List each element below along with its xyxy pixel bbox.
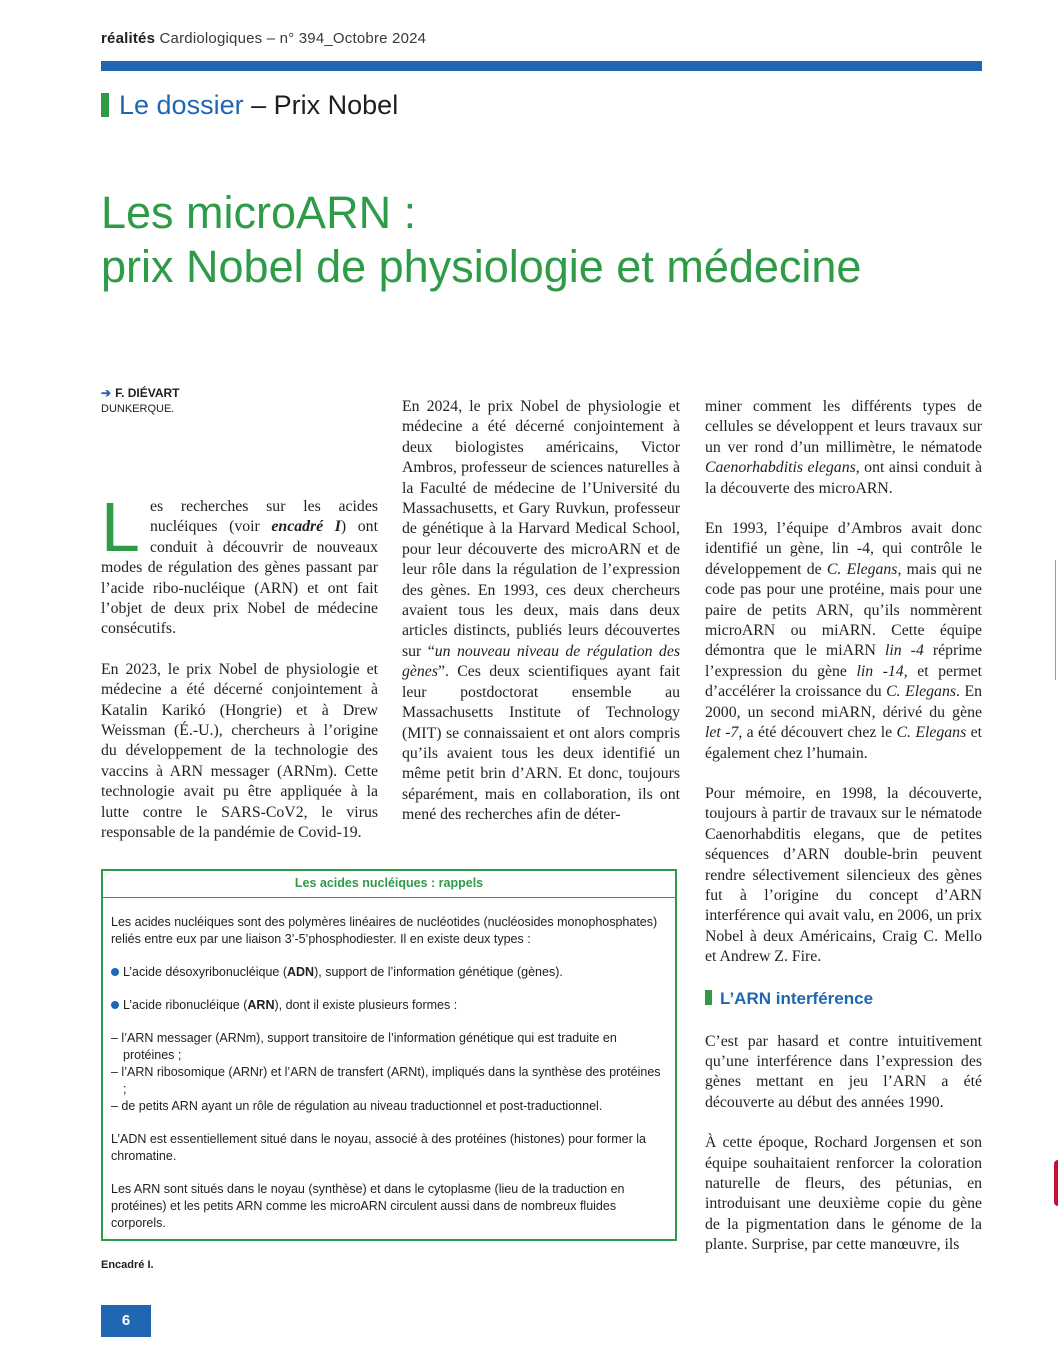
header-rule <box>101 61 982 71</box>
paragraph: En 2023, le prix Nobel de physiologie et médecine a été décerné conjointement à Katalin Karikó (Hongrie) et à Drew Weissman (É.-U.), chercheurs à l’origine du développement de la technologie des vaccins à ARN messager (ARNm). Cette technologie avait pu être appliquée à la lutte contre le SARS-CoV2, le virus responsable de la pandémie de Covid-19. <box>101 660 378 842</box>
drop-cap: L <box>101 488 140 566</box>
author-name: F. DIÉVART <box>115 386 180 400</box>
info-box <box>101 869 677 1241</box>
page-edge-tab <box>1054 1160 1058 1206</box>
section-topic: Prix Nobel <box>273 90 399 120</box>
journal-header <box>101 30 426 47</box>
bullet-icon <box>111 968 119 976</box>
paragraph: En 2024, le prix Nobel de physiologie et médecine a été décerné conjointement à deux biologistes américains, Victor Ambros, professeur de sciences naturelles à la Faculté de médecine de l’Université du Massachusetts, et Gary Ruvkun, professeur de génétique à la Harvard Medical School, pour leur découverte des microARN et de leur rôle dans la régulation de l’expression des gènes. En 1993, ces deux chercheurs avaient tous les deux, mais dans deux articles distincts, publiés leurs découvertes sur “un nouveau niveau de régulation des gènes”. Ces deux scientifiques ayant fait leur postdoctorat ensemble au Massachusetts Institute of Technology (MIT) se connaissaient et ont alors compris qu’ils avaient tous les deux identifié un même petit brin d’ARN. Et donc, toujours séparément, mais en collaboration, ils ont mené des recherches afin de déter- <box>402 398 680 824</box>
section-marker <box>101 93 109 117</box>
text-column-3 <box>705 397 982 1276</box>
section-heading <box>101 90 398 121</box>
info-box-paragraph: L’ADN est essentiellement situé dans le noyau, associé à des protéines (histones) pour former la chromatine. <box>111 1132 647 1163</box>
box-reference-link[interactable]: encadré I <box>271 518 341 536</box>
text-column-1 <box>101 488 378 864</box>
subheading-marker <box>705 990 712 1005</box>
bullet-icon <box>111 1001 119 1009</box>
page-number: 6 <box>101 1305 151 1337</box>
arrow-icon: ➔ <box>101 386 112 400</box>
section-label: Le dossier <box>119 90 244 120</box>
bullet-item-adn: L’acide désoxyribonucléique (ADN), support de l’information génétique (gènes). <box>111 964 663 981</box>
dash-item: – l’ARN ribosomique (ARNr) et l’ARN de transfert (ARNt), impliqués dans la synthèse des protéines ; <box>111 1065 661 1096</box>
dash-item: – l’ARN messager (ARNm), support transitoire de l’information génétique qui est traduite en protéines ; <box>111 1031 617 1062</box>
bullet-item-arn: L’acide ribonucléique (ARN), dont il existe plusieurs formes : <box>111 997 663 1014</box>
author-affiliation: DUNKERQUE. <box>101 403 175 415</box>
dash-item: – de petits ARN ayant un rôle de régulation au niveau traductionnel et post-traductionnel. <box>111 1099 603 1113</box>
article-title-line-1: Les microARN : <box>101 187 417 238</box>
text-column-2 <box>402 397 680 846</box>
paragraph: En 1993, l’équipe d’Ambros avait donc identifié un gène, lin -4, qui contrôle le développement de C. Elegans, mais qui ne code pas pour une protéine, mais pour une paire de petits ARN, qu’ils nommèrent microARN ou miARN. Cette équipe démontra que le miARN lin -4 réprime l’expression du gène lin -14, et permet d’accélérer la croissance du C. Elegans. En 2000, un second miARN, dérivé du gène let -7, a été découvert chez le C. Elegans et également chez l’humain. <box>705 520 983 762</box>
journal-issue: Cardiologiques – n° 394_Octobre 2024 <box>159 30 427 47</box>
paragraph: C’est par hasard et contre intuitivement qu’une interférence dans l’expression des gènes mettant en jeu l’ARN a été découverte au début des années 1990. <box>705 1032 982 1111</box>
subheading-text: L’ARN interférence <box>720 988 874 1008</box>
paragraph: miner comment les différents types de cellules se développent et leurs travaux sur un ver rond d’un millimètre, le nématode Caenorhabditis elegans, ont ainsi conduit à la découverte des microARN. <box>705 398 982 497</box>
subheading <box>705 988 982 1010</box>
info-box-title: Les acides nucléiques : rappels <box>103 871 675 898</box>
paragraph: Les recherches sur les acides nucléiques (voir encadré I) ont conduit à découvrir de nouveaux modes de régulation des gènes passant par l’acide ribo-nucléique (ARN) et ont fait l’objet de deux prix Nobel de médecine consécutifs. <box>101 488 378 638</box>
box-caption: Encadré I. <box>101 1259 154 1271</box>
paragraph: Pour mémoire, en 1998, la découverte, toujours à partir de travaux sur le nématode Caenorhabditis elegans, que de petites séquences d’ARN double-brin peuvent rendre sélectivement silencieux des gènes fut à l’origine du concept d’ARN interférence qui avait valu, en 2006, un prix Nobel à deux Américains, Craig C. Mello et Andrew Z. Fire. <box>705 784 982 966</box>
journal-brand: réalités <box>101 30 156 47</box>
paragraph: À cette époque, Rochard Jorgensen et son équipe souhaitaient renforcer la coloration naturelle de fleurs, des pétunias, en introduisant une deuxième copie du gène de la pigmentation dans le génome de la plante. Surprise, par cette manœuvre, ils <box>705 1134 982 1254</box>
article-title-line-2: prix Nobel de physiologie et médecine <box>101 241 862 292</box>
article-title <box>101 186 1001 294</box>
section-separator: – <box>251 90 267 120</box>
page-edge-line <box>1055 560 1056 680</box>
info-box-paragraph: Les ARN sont situés dans le noyau (synthèse) et dans le cytoplasme (lieu de la traduction en protéines) et les petits ARN comme les microARN circulent aussi dans de nombreux fluides corporels. <box>111 1182 625 1230</box>
author-block <box>101 386 180 415</box>
info-box-intro: Les acides nucléiques sont des polymères linéaires de nucléotides (nucléosides monophosphates) reliés entre eux par une liaison 3’-5’phosphodiester. Il en existe deux types : <box>111 915 658 946</box>
